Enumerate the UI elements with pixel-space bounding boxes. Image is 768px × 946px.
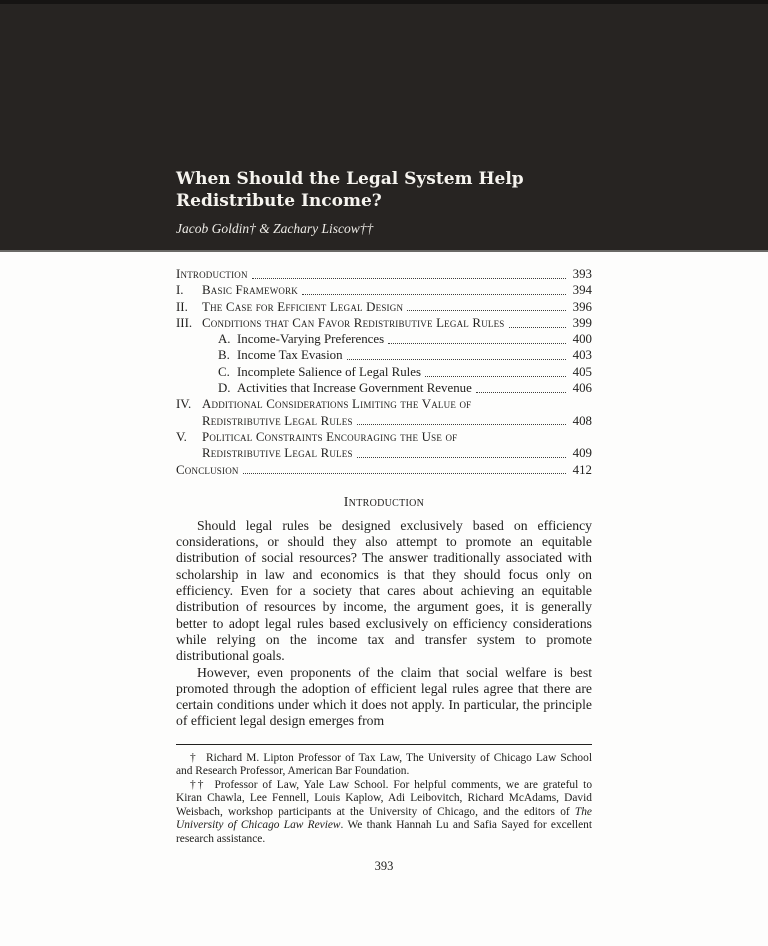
toc-entry-number: A. <box>218 332 231 347</box>
toc-entry-iv-line1 <box>176 396 592 412</box>
toc-entry-label: Activities that Increase Government Revenue <box>237 381 472 396</box>
toc-leader <box>425 376 566 377</box>
article-title-line1: When Should the Legal System Help <box>176 169 524 189</box>
toc-entry-label: Income Tax Evasion <box>237 348 343 363</box>
body-paragraph-1: Should legal rules be designed exclusively based on efficiency considerations, or should they also attempt to promote an equitable distribution of social resources? The answer traditionally associated with scholarship in law and economics is that they should focus only on efficiency. Even for a society that cares about achieving an equitable distribution of resources by income, the argument goes, it is generally better to adopt legal rules based exclusively on efficiency considerations while relying on the income tax and transfer system to promote distributional goals. <box>176 517 592 664</box>
toc-entry-number: II. <box>176 299 188 314</box>
content-column <box>176 266 592 874</box>
footnote-2-symbol: †† <box>190 778 206 791</box>
body-paragraph-2: However, even proponents of the claim that social welfare is best promoted through the adoption of efficient legal rules agree that there are certain conditions under which it does not apply. In particular, the principle of efficient legal design emerges from <box>176 664 592 729</box>
toc-entry-v-line1 <box>176 429 592 445</box>
toc-entry-number: IV. <box>176 397 192 412</box>
footnotes-section <box>176 744 592 847</box>
toc-leader <box>388 343 566 344</box>
footnote-2-journal-name: The University of Chicago Law Review <box>176 805 592 832</box>
toc-leader <box>243 473 566 474</box>
toc-leader <box>509 327 567 328</box>
toc-entry-label: Conclusion <box>176 462 239 477</box>
toc-entry-number: D. <box>218 381 231 396</box>
toc-entry-label: Introduction <box>176 267 248 281</box>
footnote-1-text: Richard M. Lipton Professor of Tax Law, The University of Chicago Law School and Research Professor, American Bar Foundation. <box>176 751 592 778</box>
toc-entry-label: The Case for Efficient Legal Design <box>202 299 404 314</box>
masthead-content <box>176 169 688 237</box>
toc-entry-page: 405 <box>572 364 592 379</box>
toc-entry-label: Conditions that Can Favor Redistributive Legal Rules <box>202 315 505 330</box>
toc-entry-label: Redistributive Legal Rules <box>202 446 353 461</box>
toc-leader <box>347 359 566 360</box>
footnote-2-text-pre: Professor of Law, Yale Law School. For helpful comments, we are grateful to Kiran Chawla, Lee Fennell, Louis Kaplow, Adi Leibovitch, Richard McAdams, David Weisbach, workshop participants at the University of Chicago, and the editors of <box>176 778 593 818</box>
article-title <box>176 169 688 212</box>
toc-entry-iii-d <box>176 380 592 396</box>
footnote-1-symbol: † <box>190 751 198 764</box>
toc-entry-page: 396 <box>572 299 592 314</box>
toc-entry-label: Incomplete Salience of Legal Rules <box>237 364 421 379</box>
toc-entry-label: Redistributive Legal Rules <box>202 413 353 428</box>
toc-entry-number: I. <box>176 283 184 298</box>
table-of-contents <box>176 266 592 478</box>
toc-entry-page: 399 <box>572 315 592 330</box>
toc-entry-iv-line2 <box>176 413 592 429</box>
toc-entry-label: Political Constraints Encouraging the Use of <box>202 429 458 444</box>
toc-entry-i <box>176 282 592 298</box>
toc-entry-page: 406 <box>572 381 592 396</box>
toc-entry-page: 400 <box>572 332 592 347</box>
toc-entry-conclusion <box>176 462 592 478</box>
toc-entry-iii-b <box>176 347 592 363</box>
toc-entry-v-line2 <box>176 445 592 461</box>
toc-entry-page: 412 <box>572 462 592 477</box>
toc-leader <box>407 310 566 311</box>
toc-entry-page: 394 <box>572 283 592 298</box>
toc-entry-number: III. <box>176 315 193 330</box>
footnote-2-text-post: . We thank Hannah Lu and Safia Sayed for excellent research assistance. <box>176 819 592 845</box>
toc-entry-page: 408 <box>572 413 592 428</box>
toc-leader <box>252 278 566 279</box>
toc-entry-label: Basic Framework <box>202 283 298 298</box>
toc-entry-label: Additional Considerations Limiting the Value of <box>202 397 472 412</box>
toc-entry-page: 409 <box>572 446 592 461</box>
footnote-1 <box>176 752 592 779</box>
footnote-2 <box>176 779 592 847</box>
toc-entry-iii <box>176 315 592 331</box>
toc-entry-page: 403 <box>572 348 592 363</box>
toc-entry-introduction <box>176 266 592 282</box>
article-title-line2: Redistribute Income? <box>176 190 382 211</box>
toc-entry-page: 393 <box>572 267 592 281</box>
toc-entry-number: V. <box>176 429 187 444</box>
article-authors: Jacob Goldin† & Zachary Liscow†† <box>176 221 374 236</box>
toc-entry-iii-a <box>176 331 592 347</box>
toc-leader <box>302 294 566 295</box>
toc-entry-label: Income-Varying Preferences <box>237 332 385 347</box>
toc-leader <box>357 424 566 425</box>
toc-entry-ii <box>176 299 592 315</box>
toc-leader <box>476 392 566 393</box>
toc-leader <box>357 457 566 458</box>
toc-entry-iii-c <box>176 364 592 380</box>
toc-entry-number: B. <box>218 348 230 363</box>
masthead <box>0 0 768 252</box>
section-heading-introduction: Introduction <box>343 493 425 509</box>
page-number: 393 <box>374 859 394 874</box>
toc-entry-number: C. <box>218 364 230 379</box>
